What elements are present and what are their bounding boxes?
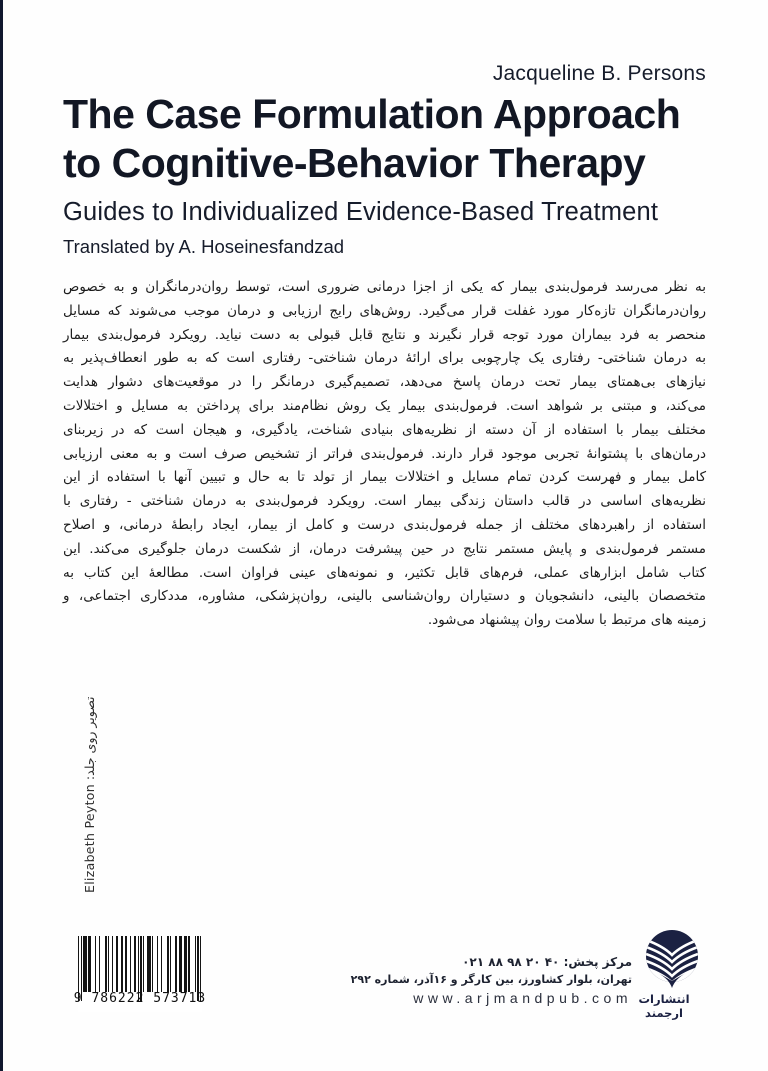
cover-artist-name: Elizabeth Peyton [82,784,97,893]
synopsis-line: به درمان شناختی- رفتاری یک چارچوبی برای ارائهٔ درمان شناختی- رفتاری است که به طور انعطاف‌پذیر به [63,350,706,367]
synopsis-line: روان‌درمانگران تازه‌کار مورد غفلت قرار می‌گیرد. روش‌های رایج ارزیابی و درمان موجب می‌شوند که مسایل [63,302,706,319]
synopsis-line: مستمر فرمول‌بندی و پایش مستمر نتایج در حین پیشرفت درمان، از شکست درمان جلوگیری می‌کند. این [63,540,706,557]
synopsis-line: می‌کند، و مبتنی بر شواهد است. فرمول‌بندی بیمار یک روش نظام‌مند برای پرداختن به مسایل و اختلالات [63,397,706,414]
barcode-digits: 9 786222 573713 [73,991,207,1006]
synopsis-line: استفاده از راهبردهای مختلف از جمله فرمول‌بندی درست و کامل از بیمار، ایجاد رابطهٔ درمانی، و اصلاح [63,516,706,533]
publisher-logo-icon [644,929,700,989]
cover-header [63,62,706,258]
publisher-address: تهران، بلوار کشاورز، بین کارگر و ۱۶آذر، شماره ۲۹۲ [350,973,632,986]
translator-credit: Translated by A. Hoseinesfandzad [63,236,345,258]
synopsis-line: متخصصان بالینی، دانشجویان و دستیاران روان‌شناسی بالینی، روان‌پزشکی، مشاوره، مددکاری اجتماعی، و [63,588,706,605]
cover-image-credit [82,696,97,893]
publisher-name: انتشارات ارجمند [638,992,690,1020]
synopsis-line: به نظر می‌رسد فرمول‌بندی بیمار که یکی از اجزا درمانی ضروری است، توسط روان‌درمانگران و به خصوص [63,279,706,295]
synopsis-line: نیازهای بی‌همتای بیمار تحت درمان پاسخ می‌دهد، تصمیم‌گیری درمانگر را در موقعیت‌های دشوار هدایت [63,374,706,391]
synopsis-line: کامل بیمار و فهرست کردن تمام مسایل و اختلالات بیمار از تولد تا به حال و تبیین آنها با استفاده از این [63,469,706,486]
book-title-line1: The Case Formulation Approach [63,91,681,137]
author-name: Jacqueline B. Persons [492,62,706,85]
cover-credit-label: تصویر روی جلد: [82,696,97,781]
distribution-label: مرکز پخش: [563,955,632,969]
synopsis-line: درمان‌های با پشتوانهٔ تجربی موجود قرار دارند. فرمول‌بندی فراتر از تشخیص صرف است و به معنی ارزیابی [63,445,706,462]
synopsis-line: کتاب شامل ابزارهای عملی، فرم‌های قابل تکثیر، و نمونه‌های عینی فراوان است. مطالعهٔ این کتاب به [63,564,706,581]
synopsis-line: مختلف بیمار با استفاده از آن دسته از نظریه‌های بنیادی شناخت، یادگیری، و هیجان است که در زیربنای [63,421,706,438]
synopsis-line: نظریه‌های اساسی در قالب داستان زندگی بیمار است. رویکرد فرمول‌بندی به درمان شناختی - رفتاری با [63,493,706,510]
synopsis-paragraph [63,276,706,633]
book-title [63,90,706,188]
phone-number: ۰۲۱ ۸۸ ۹۸ ۲۰ ۴۰ [462,955,560,969]
book-subtitle: Guides to Individualized Evidence-Based Treatment [63,198,659,227]
publisher-website: www.arjmandpub.com [413,990,632,1006]
book-title-line2: to Cognitive-Behavior Therapy [63,140,646,187]
synopsis-line: زمینه های مرتبط با سلامت روان پیشنهاد می‌شود. [427,612,706,629]
publisher-contact [232,954,632,1008]
spine-edge [0,0,3,1071]
synopsis-line: منحصر به فرد بیماران مورد توجه قرار نگیرند و نتایج قابل قبولی به دست نیاید. رویکرد فرمول‌بندی بیمار [63,326,706,343]
distribution-phone [232,954,632,971]
isbn-barcode [73,936,207,1012]
